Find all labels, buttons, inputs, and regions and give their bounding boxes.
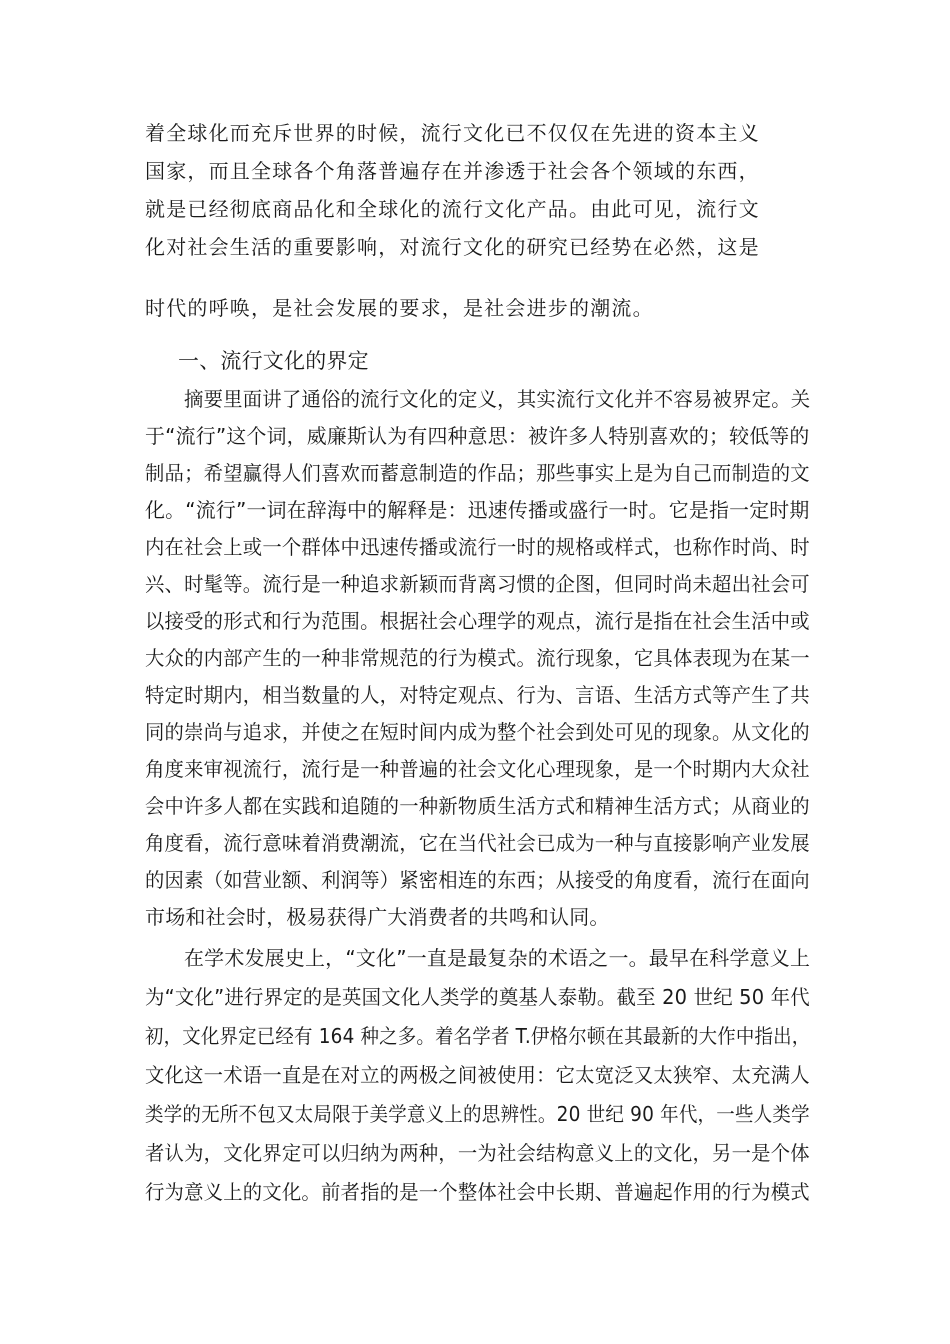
- paragraph1-line-1: 摘要里面讲了通俗的流行文化的定义，其实流行文化并不容易被界定。关: [184, 387, 811, 411]
- intro-line-1: 着全球化而充斥世界的时候，流行文化已不仅仅在先进的资本主义: [145, 121, 760, 145]
- intro-line-2: 国家，而且全球各个角落普遍存在并渗透于社会各个领域的东西，: [145, 159, 760, 183]
- paragraph1-line-3: 制品；希望赢得人们喜欢而蓄意制造的作品；那些事实上是为自己而制造的文: [145, 461, 810, 485]
- paragraph1-line-9: 特定时期内，相当数量的人，对特定观点、行为、言语、生活方式等产生了共: [145, 683, 810, 707]
- paragraph2-line-5: 类学的无所不包又太局限于美学意义上的思辨性。20 世纪 90 年代，一些人类学: [145, 1102, 810, 1126]
- paragraph2-line-3: 初，文化界定已经有 164 种之多。着名学者 T.伊格尔顿在其最新的大作中指出，: [145, 1024, 811, 1048]
- section-heading: 一、流行文化的界定: [178, 349, 369, 373]
- paragraph1-line-15: 市场和社会时，极易获得广大消费者的共鸣和认同。: [145, 905, 610, 929]
- intro-line-3: 就是已经彻底商品化和全球化的流行文化产品。由此可见，流行文: [145, 197, 760, 221]
- paragraph1-line-2: 于“流行”这个词，威廉斯认为有四种意思：被许多人特别喜欢的；较低等的: [145, 424, 810, 448]
- intro-line-4: 化对社会生活的重要影响，对流行文化的研究已经势在必然，这是: [145, 235, 760, 259]
- paragraph1-line-5: 内在社会上或一个群体中迅速传播或流行一时的规格或样式，也称作时尚、时: [145, 535, 810, 559]
- paragraph2-line-2: 为“文化”进行界定的是英国文化人类学的奠基人泰勒。截至 20 世纪 50 年代: [145, 985, 810, 1009]
- paragraph2-line-4: 文化这一术语一直是在对立的两极之间被使用：它太宽泛又太狭窄、太充满人: [145, 1063, 810, 1087]
- paragraph1-line-13: 角度看，流行意味着消费潮流，它在当代社会已成为一种与直接影响产业发展: [145, 831, 810, 855]
- intro-line-5: 时代的呼唤，是社会发展的要求，是社会进步的潮流。: [145, 296, 654, 320]
- paragraph1-line-7: 以接受的形式和行为范围。根据社会心理学的观点，流行是指在社会生活中或: [145, 609, 810, 633]
- paragraph1-line-4: 化。“流行”一词在辞海中的解释是：迅速传播或盛行一时。它是指一定时期: [145, 498, 810, 522]
- paragraph1-line-6: 兴、时髦等。流行是一种追求新颖而背离习惯的企图，但同时尚未超出社会可: [145, 572, 810, 596]
- paragraph2-line-7: 行为意义上的文化。前者指的是一个整体社会中长期、普遍起作用的行为模式: [145, 1180, 810, 1204]
- paragraph2-line-1: 在学术发展史上，“文化”一直是最复杂的术语之一。最早在科学意义上: [184, 946, 811, 970]
- paragraph2-line-6: 者认为，文化界定可以归纳为两种，一为社会结构意义上的文化，另一是个体: [145, 1141, 810, 1165]
- paragraph1-line-11: 角度来审视流行，流行是一种普遍的社会文化心理现象，是一个时期内大众社: [145, 757, 810, 781]
- paragraph1-line-12: 会中许多人都在实践和追随的一种新物质生活方式和精神生活方式；从商业的: [145, 794, 810, 818]
- paragraph1-line-14: 的因素（如营业额、利润等）紧密相连的东西；从接受的角度看，流行在面向: [145, 868, 810, 892]
- paragraph1-line-8: 大众的内部产生的一种非常规范的行为模式。流行现象，它具体表现为在某一: [145, 646, 810, 670]
- paragraph1-line-10: 同的崇尚与追求，并使之在短时间内成为整个社会到处可见的现象。从文化的: [145, 720, 810, 744]
